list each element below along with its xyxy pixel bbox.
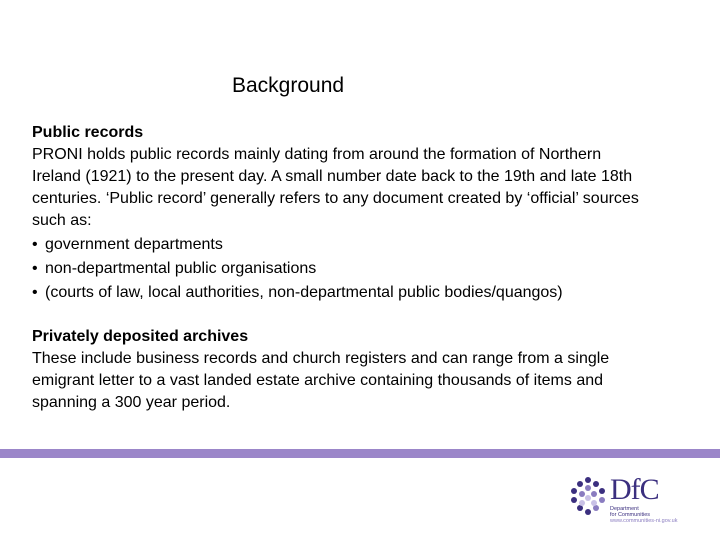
slide-body [32,122,652,414]
logo-line-1: Department [610,506,639,512]
bullet-glyph: • [32,284,38,301]
bullet-glyph: • [32,236,38,253]
logo-subtitle [610,506,677,524]
list-item [32,234,652,256]
slide-title: Background [232,74,345,97]
private-archives-text: These include business records and church registers and can range from a single emigrant letter to a vast landed estate archive containing thousands of items and spanning a 300 year period. [32,350,610,411]
list-item-text: (courts of law, local authorities, non-departmental public bodies/quangos) [45,284,563,301]
list-item-text: non-departmental public organisations [45,260,317,277]
list-item [32,258,652,280]
footer-divider [0,449,720,458]
bullet-glyph: • [32,260,38,277]
dfc-logo-dots-icon [568,476,608,516]
dfc-logo [568,474,688,530]
public-records-heading: Public records [32,124,144,141]
logo-line-2: for Communities [610,512,651,518]
public-records-list [32,234,652,304]
logo-wordmark: DfC [610,473,659,506]
list-item-text: government departments [45,236,223,253]
public-records-intro: PRONI holds public records mainly dating from around the formation of Northern Ireland (1921) to the present day. A small number date back to the 19th and late 18th centuries. ‘Public record’ generally refers to any document created by ‘official’ sources such as: [32,146,639,229]
list-item [32,282,652,304]
logo-url: www.communities-ni.gov.uk [610,518,678,524]
private-archives-section [32,326,652,414]
private-archives-heading: Privately deposited archives [32,328,249,345]
